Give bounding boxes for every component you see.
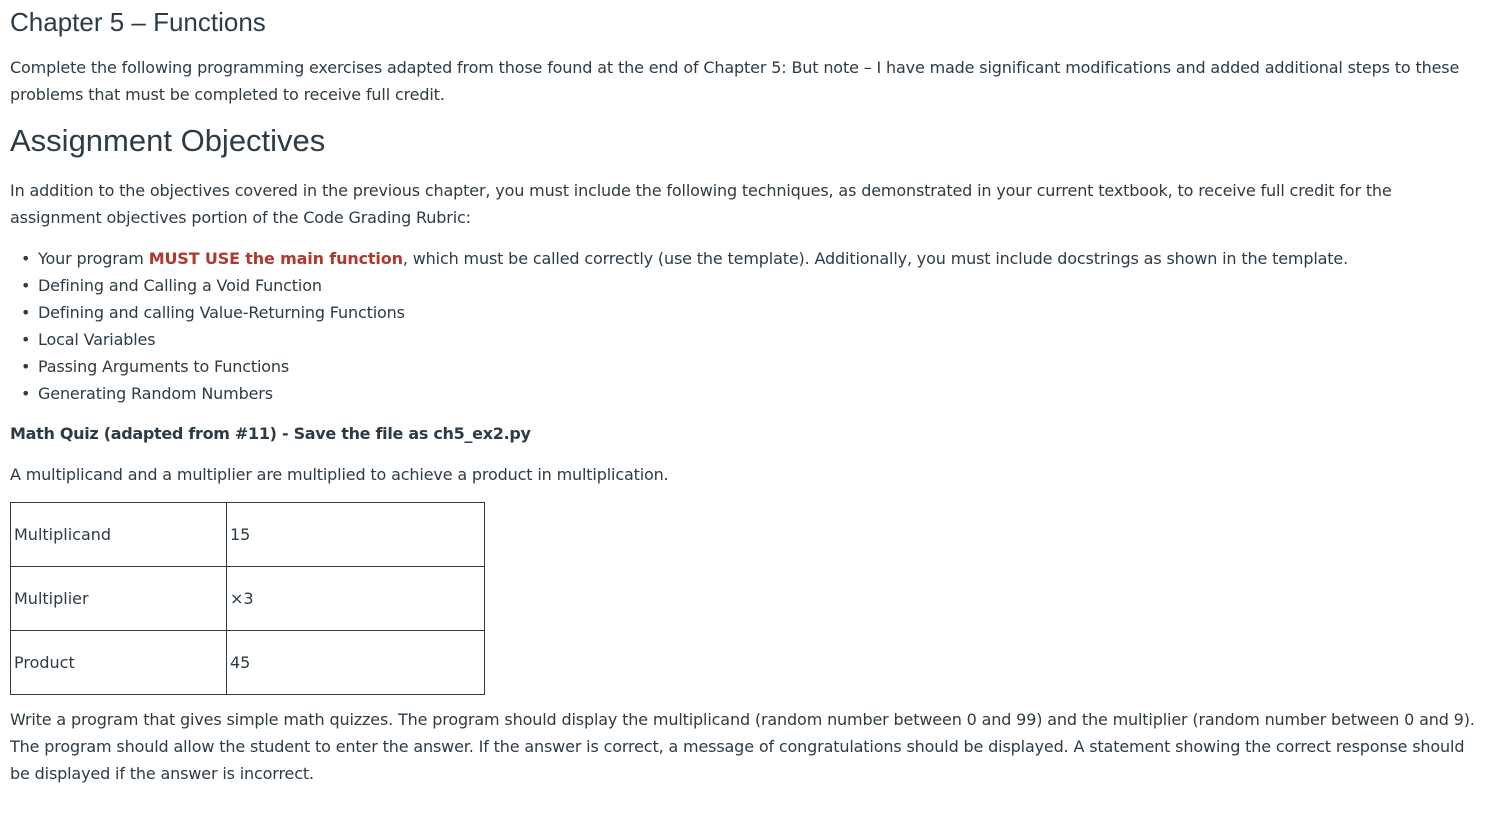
- objective-suffix: , which must be called correctly (use the template). Additionally, you must include docstrings as shown in the template.: [402, 249, 1349, 268]
- intro-paragraph: Complete the following programming exercises adapted from those found at the end of Chapter 5: But note – I have made significant modifications and added additional steps to these problems that must be completed to receive full credit.: [10, 58, 1460, 104]
- table-cell-label: Product: [11, 631, 227, 695]
- exercise-description: A multiplicand and a multiplier are multiplied to achieve a product in multiplication.: [10, 465, 669, 484]
- objectives-heading: Assignment Objectives: [10, 123, 326, 158]
- table-row: [11, 631, 485, 695]
- table-cell-value: 15: [227, 503, 485, 567]
- table-cell-label: Multiplier: [11, 567, 227, 631]
- objective-emphasis: MUST USE the main function: [148, 249, 403, 268]
- exercise-title: Math Quiz (adapted from #11) - Save the file as ch5_ex2.py: [10, 424, 531, 443]
- objectives-list: [10, 245, 1488, 407]
- page-title: Chapter 5 – Functions: [10, 7, 266, 37]
- objective-item: • Defining and Calling a Void Function: [38, 272, 1488, 299]
- assignment-page: [0, 6, 1488, 787]
- objective-item: • Defining and calling Value-Returning Functions: [38, 299, 1488, 326]
- objective-item: • Local Variables: [38, 326, 1488, 353]
- program-description: Write a program that gives simple math quizzes. The program should display the multiplicand (random number between 0 and 99) and the multiplier (random number between 0 and 9). The program should allow the student to enter the answer. If the answer is correct, a message of congratulations should be displayed. A statement showing the correct response should be displayed if the answer is incorrect.: [10, 710, 1475, 783]
- objective-prefix: Your program: [38, 249, 149, 268]
- table-row: [11, 567, 485, 631]
- table-cell-value: ×3: [227, 567, 485, 631]
- multiplication-table: [10, 502, 485, 695]
- objective-item: • Generating Random Numbers: [38, 380, 1488, 407]
- objective-item: • Passing Arguments to Functions: [38, 353, 1488, 380]
- table-row: [11, 503, 485, 567]
- table-cell-value: 45: [227, 631, 485, 695]
- table-cell-label: Multiplicand: [11, 503, 227, 567]
- objectives-intro: In addition to the objectives covered in the previous chapter, you must include the following techniques, as demonstrated in your current textbook, to receive full credit for the assignment objectives portion of the Code Grading Rubric:: [10, 181, 1392, 227]
- objective-item-main-function: [38, 245, 1488, 272]
